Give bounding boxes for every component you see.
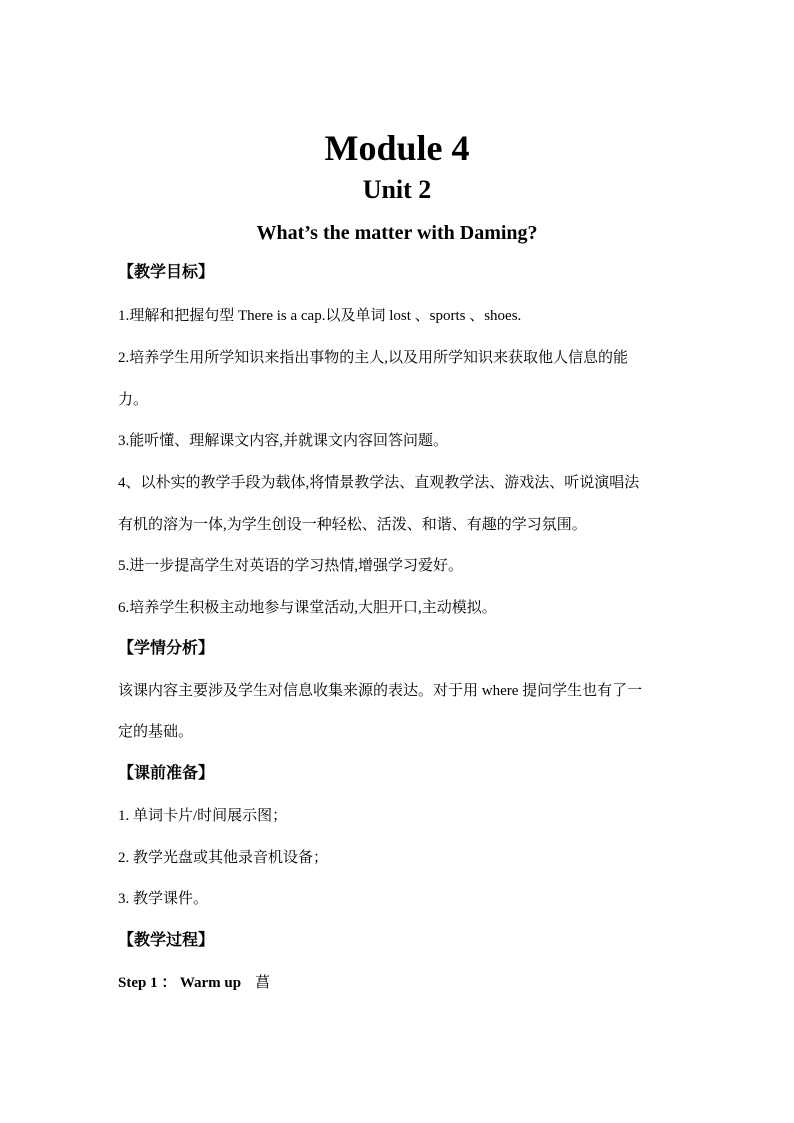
unit-title: Unit 2: [362, 175, 432, 204]
objective-item: 3.能听懂、理解课文内容,并就课文内容回答问题。: [118, 433, 449, 449]
section-heading-preparation: 【课前准备】: [118, 765, 215, 782]
analysis-item: 定的基础。: [118, 724, 194, 740]
objective-item: 6.培养学生积极主动地参与课堂活动,大胆开口,主动模拟。: [118, 600, 497, 616]
objective-item: 有机的溶为一体,为学生创设一种轻松、活泼、和谐、有趣的学习氛围。: [118, 517, 587, 533]
objective-item: 力。: [118, 392, 149, 408]
preparation-item: 2. 教学光盘或其他录音机设备；: [118, 850, 329, 866]
lesson-subtitle: What’s the matter with Daming?: [256, 222, 538, 244]
step-1-line: [118, 972, 718, 994]
step-1-glyph: 菖: [255, 975, 271, 991]
objective-item: 1.理解和把握句型 There is a cap.以及单词 lost 、sports 、shoes.: [118, 308, 522, 324]
section-heading-analysis: 【学情分析】: [118, 640, 215, 657]
section-heading-process: 【教学过程】: [118, 932, 215, 949]
preparation-item: 1. 单词卡片/时间展示图；: [118, 808, 288, 824]
preparation-item: 3. 教学课件。: [118, 891, 209, 907]
analysis-item: 该课内容主要涉及学生对信息收集来源的表达。对于用 where 提问学生也有了一: [118, 683, 643, 699]
objective-item: 5.进一步提高学生对英语的学习热情,增强学习爱好。: [118, 558, 464, 574]
objective-item: 4、以朴实的教学手段为载体,将情景教学法、直观教学法、游戏法、听说演唱法: [118, 475, 640, 491]
document-title: Module 4: [324, 128, 470, 168]
objective-item: 2.培养学生用所学知识来指出事物的主人,以及用所学知识来获取他人信息的能: [118, 350, 629, 366]
step-1-label: Step 1 ： Warm up: [118, 975, 242, 991]
section-heading-objectives: 【教学目标】: [118, 264, 215, 281]
